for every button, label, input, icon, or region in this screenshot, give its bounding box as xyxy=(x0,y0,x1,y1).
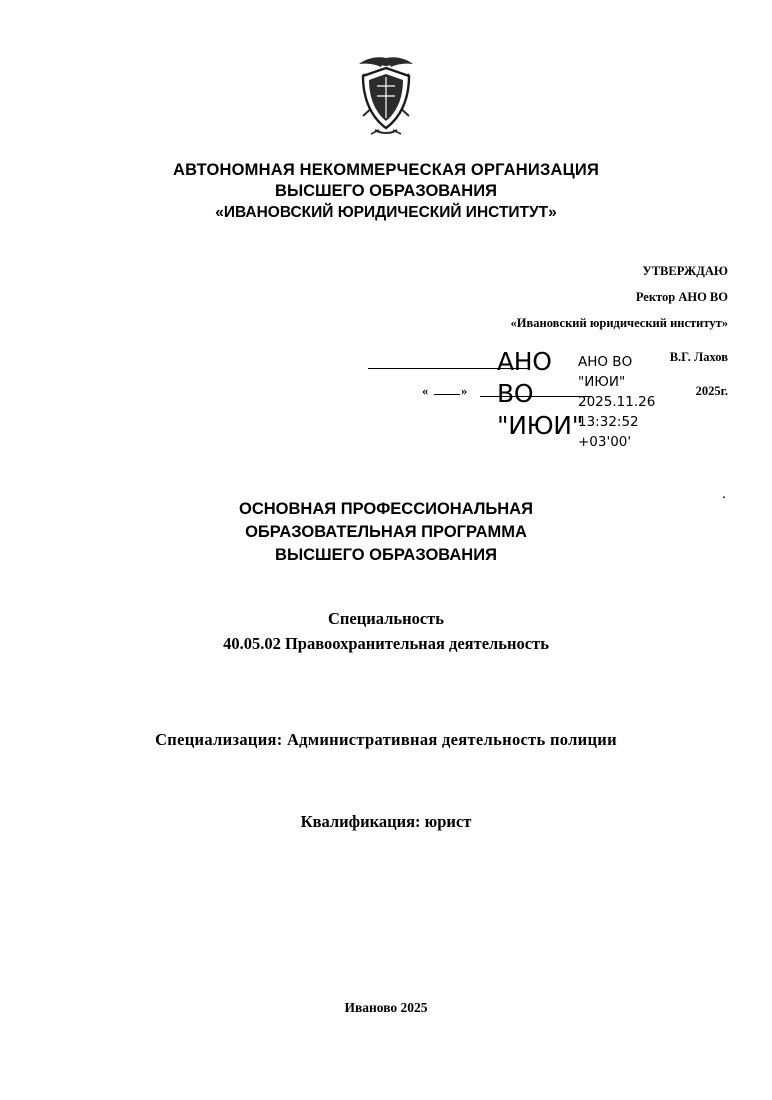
organization-line-2: ВЫСШЕГО ОБРАЗОВАНИЯ xyxy=(275,182,497,200)
document-title xyxy=(0,498,772,567)
specialty-block xyxy=(0,606,772,656)
stamp-big-line-2: ВО xyxy=(497,379,534,408)
stamp-small-line-5: +03'00' xyxy=(578,434,632,450)
institute-coat-of-arms-emblem xyxy=(347,50,425,142)
stamp-small-line-2: "ИЮИ" xyxy=(578,374,626,390)
emblem-container xyxy=(0,50,772,147)
digital-signature-stamp-details xyxy=(578,352,698,452)
stamp-small-line-4: 13:32:52 xyxy=(578,414,639,430)
organization-heading xyxy=(0,160,772,223)
title-line-3: ВЫСШЕГО ОБРАЗОВАНИЯ xyxy=(275,546,497,564)
specialization-text: Специализация: Административная деятельность полиции xyxy=(155,730,617,749)
signer-name: В.Г. Лахов xyxy=(669,350,728,364)
date-quote-open: « xyxy=(422,384,429,398)
stamp-big-line-3: "ИЮИ" xyxy=(497,411,583,440)
date-day-blank xyxy=(434,394,460,395)
qualification-text: Квалификация: юрист xyxy=(300,812,472,831)
approval-position: Ректор АНО ВО xyxy=(635,290,728,304)
title-line-1: ОСНОВНАЯ ПРОФЕССИОНАЛЬНАЯ xyxy=(239,500,533,518)
organization-line-3: «ИВАНОВСКИЙ ЮРИДИЧЕСКИЙ ИНСТИТУТ» xyxy=(215,204,557,221)
date-year: 2025г. xyxy=(695,384,728,398)
stamp-big-line-1: АНО xyxy=(497,347,552,376)
organization-line-1: АВТОНОМНАЯ НЕКОММЕРЧЕСКАЯ ОРГАНИЗАЦИЯ xyxy=(172,161,599,179)
specialty-label: Специальность xyxy=(327,609,445,628)
stamp-small-line-3: 2025.11.26 xyxy=(578,394,656,410)
stamp-trailing-dot: . xyxy=(722,486,726,502)
approval-institute: «Ивановский юридический институт» xyxy=(510,316,728,330)
approval-block xyxy=(388,258,728,336)
stamp-small-line-1: АНО ВО xyxy=(578,354,633,370)
title-line-2: ОБРАЗОВАТЕЛЬНАЯ ПРОГРАММА xyxy=(245,523,527,541)
specialty-value: 40.05.02 Правоохранительная деятельность xyxy=(223,634,549,653)
date-quote-close: » xyxy=(461,384,468,398)
approval-label: УТВЕРЖДАЮ xyxy=(642,264,728,278)
footer-city-year: Иваново 2025 xyxy=(344,1000,428,1015)
